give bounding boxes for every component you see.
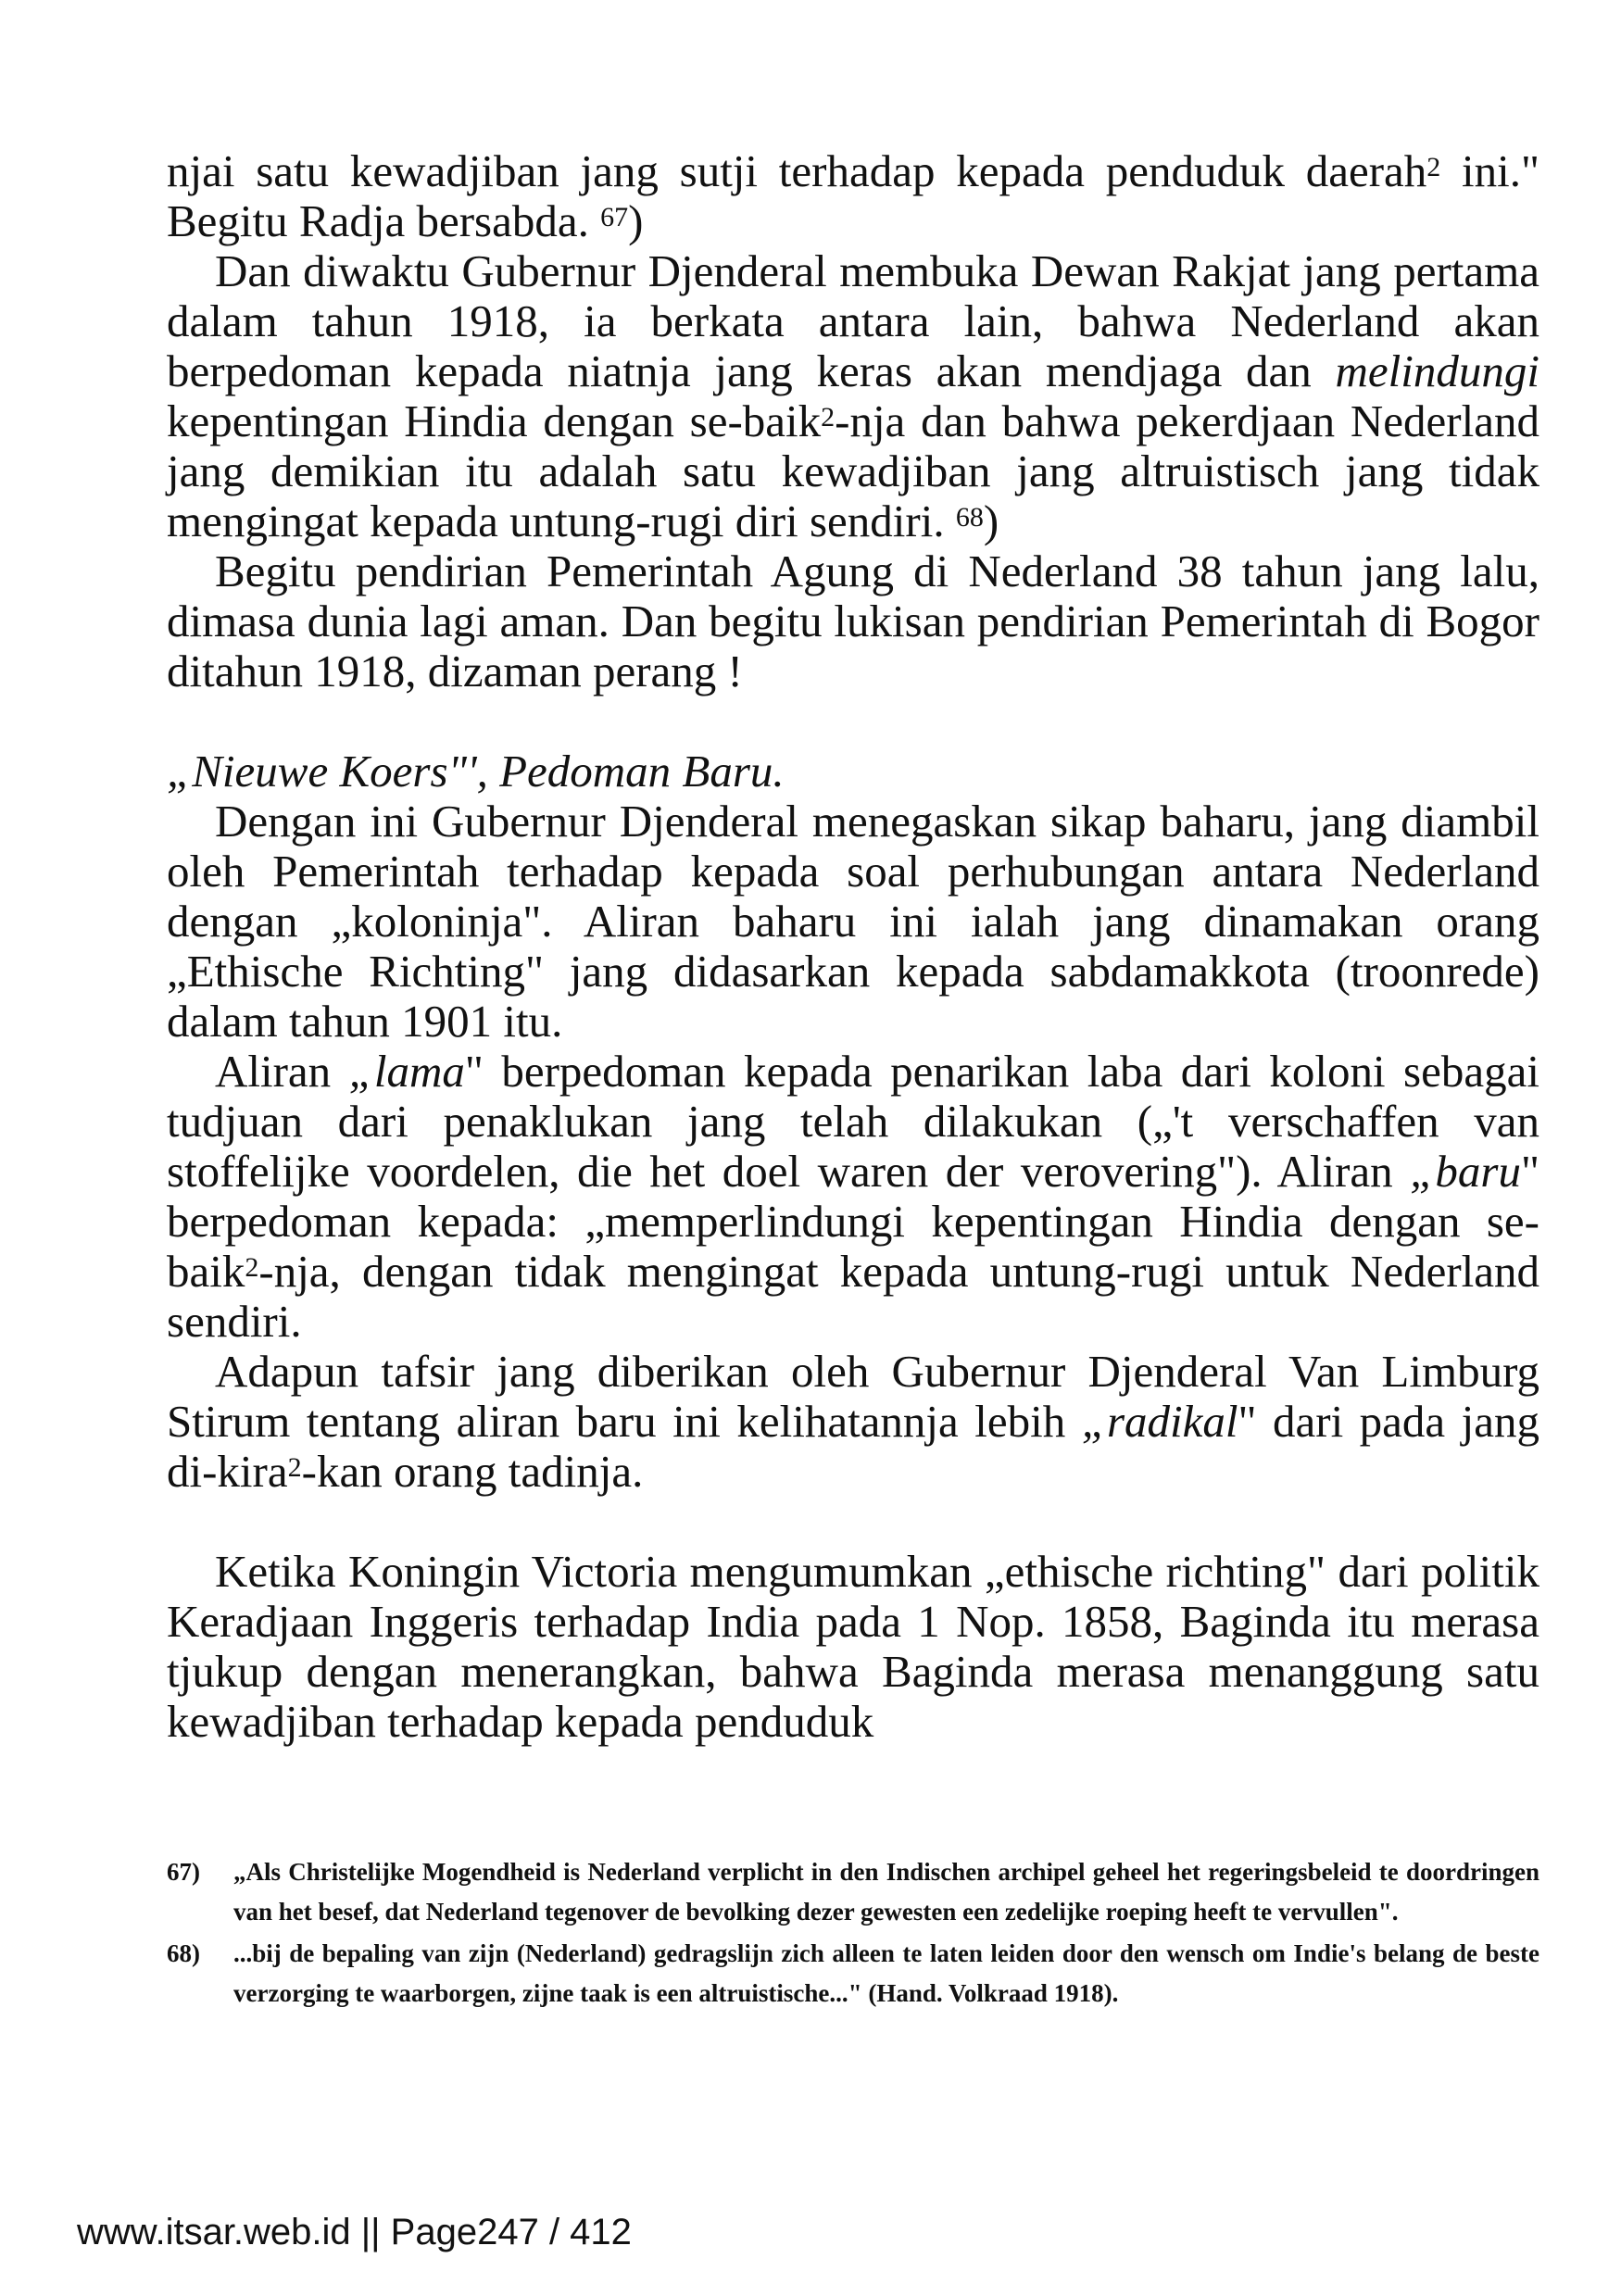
text-run: Aliran [215,1046,349,1097]
main-text [167,146,1539,1747]
emphasis: „lama [348,1046,465,1097]
text-run: kepentingan Hindia dengan se-baik [167,395,822,446]
paragraph-sikap-baharu: Dengan ini Gubernur Djenderal menegaskan sikap baharu, jang diambil oleh Pemerintah terhadap kepada soal perhubungan antara Nederland dengan „koloninja". Aliran baharu ini ialah jang dinamakan orang „Ethische Richting" jang didasarkan kepada sabdamakkota (troonrede) dalam tahun 1901 itu. [167,796,1539,1047]
footnote-67 [167,1852,1539,1932]
superscript: 2 [287,1452,302,1483]
emphasis: melindungi [1335,345,1539,396]
text-run: -nja, dengan tidak mengingat kepada untung-rugi untuk Nederland sendiri. [167,1246,1539,1347]
superscript: 2 [821,402,836,433]
section-heading: „Nieuwe Koers"', Pedoman Baru. [167,746,785,797]
text-run: -nja dan bahwa pekerdjaan Nederland jang demikian itu adalah satu kewadjiban jang altruistisch jang tidak mengingat kepada untung-rugi diri sendiri. [167,395,1539,546]
footnote-number: 67) [167,1858,200,1886]
text-run: ) [628,195,644,246]
paragraph-victoria: Ketika Koningin Victoria mengumumkan „ethische richting" dari politik Keradjaan Inggeris terhadap India pada 1 Nop. 1858, Baginda itu merasa tjukup dengan menerangkan, bahwa Baginda merasa menanggung satu kewadjiban terhadap kepada penduduk [167,1546,1539,1747]
text-run: njai satu kewadjiban jang sutji terhadap kepada penduduk daerah [167,145,1427,196]
footnote-text: „Als Christelijke Mogendheid is Nederland verplicht in den Indischen archipel geheel het regeringsbeleid te doordringen van het besef, dat Nederland tegenover de bevolking dezer gewesten een zedelijke roeping heeft te vervullen". [233,1858,1539,1926]
emphasis: „radikal [1081,1396,1238,1447]
footnote-68 [167,1934,1539,2014]
footnotes [167,1852,1539,2015]
footnote-ref-68: 68 [955,502,984,533]
text-run: ini." Begitu Radja bersabda. [167,145,1539,246]
paragraph-aliran [167,1047,1539,1347]
page-footer: www.itsar.web.id || Page247 / 412 [77,2212,632,2252]
text-run: " berpedoman kepada penarikan laba dari koloni sebagai tudjuan dari penaklukan jang telah dilakukan („'t verschaffen van stoffelijke voordelen, die het doel waren der verovering"). Aliran [167,1046,1539,1197]
paragraph-tafsir [167,1347,1539,1497]
footnote-text: ...bij de bepaling van zijn (Nederland) gedragslijn zich alleen te laten leiden door den wensch om Indie's belang de beste verzorging te waarborgen, zijne taak is een altruistische..." (Hand. Volkraad 1918). [233,1939,1539,2007]
text-run: -kan orang tadinja. [301,1446,644,1497]
footnote-number: 68) [167,1939,200,1967]
paragraph-dewan-rakjat [167,246,1539,546]
text-run: ) [983,496,999,546]
text-run: " berpedoman kepada: „memperlindungi kepentingan Hindia dengan se-baik [167,1146,1539,1297]
paragraph-continuation [167,146,1539,246]
text-run: Adapun tafsir jang diberikan oleh Gubernur Djenderal Van Limburg Stirum tentang aliran baru ini kelihatannja lebih [167,1346,1539,1447]
text-run: Dan diwaktu Gubernur Djenderal membuka Dewan Rakjat jang pertama dalam tahun 1918, ia berkata antara lain, bahwa Nederland akan berpedoman kepada niatnja jang keras akan mendjaga dan [167,245,1539,396]
text-run: " dari pada jang di-kira [167,1396,1539,1497]
superscript: 2 [245,1252,259,1283]
superscript: 2 [1426,152,1441,182]
paragraph-pendirian: Begitu pendirian Pemerintah Agung di Nederland 38 tahun jang lalu, dimasa dunia lagi aman. Dan begitu lukisan pendirian Pemerintah di Bogor ditahun 1918, dizaman perang ! [167,546,1539,696]
emphasis: „baru [1410,1146,1521,1197]
footnote-ref-67: 67 [600,202,629,232]
